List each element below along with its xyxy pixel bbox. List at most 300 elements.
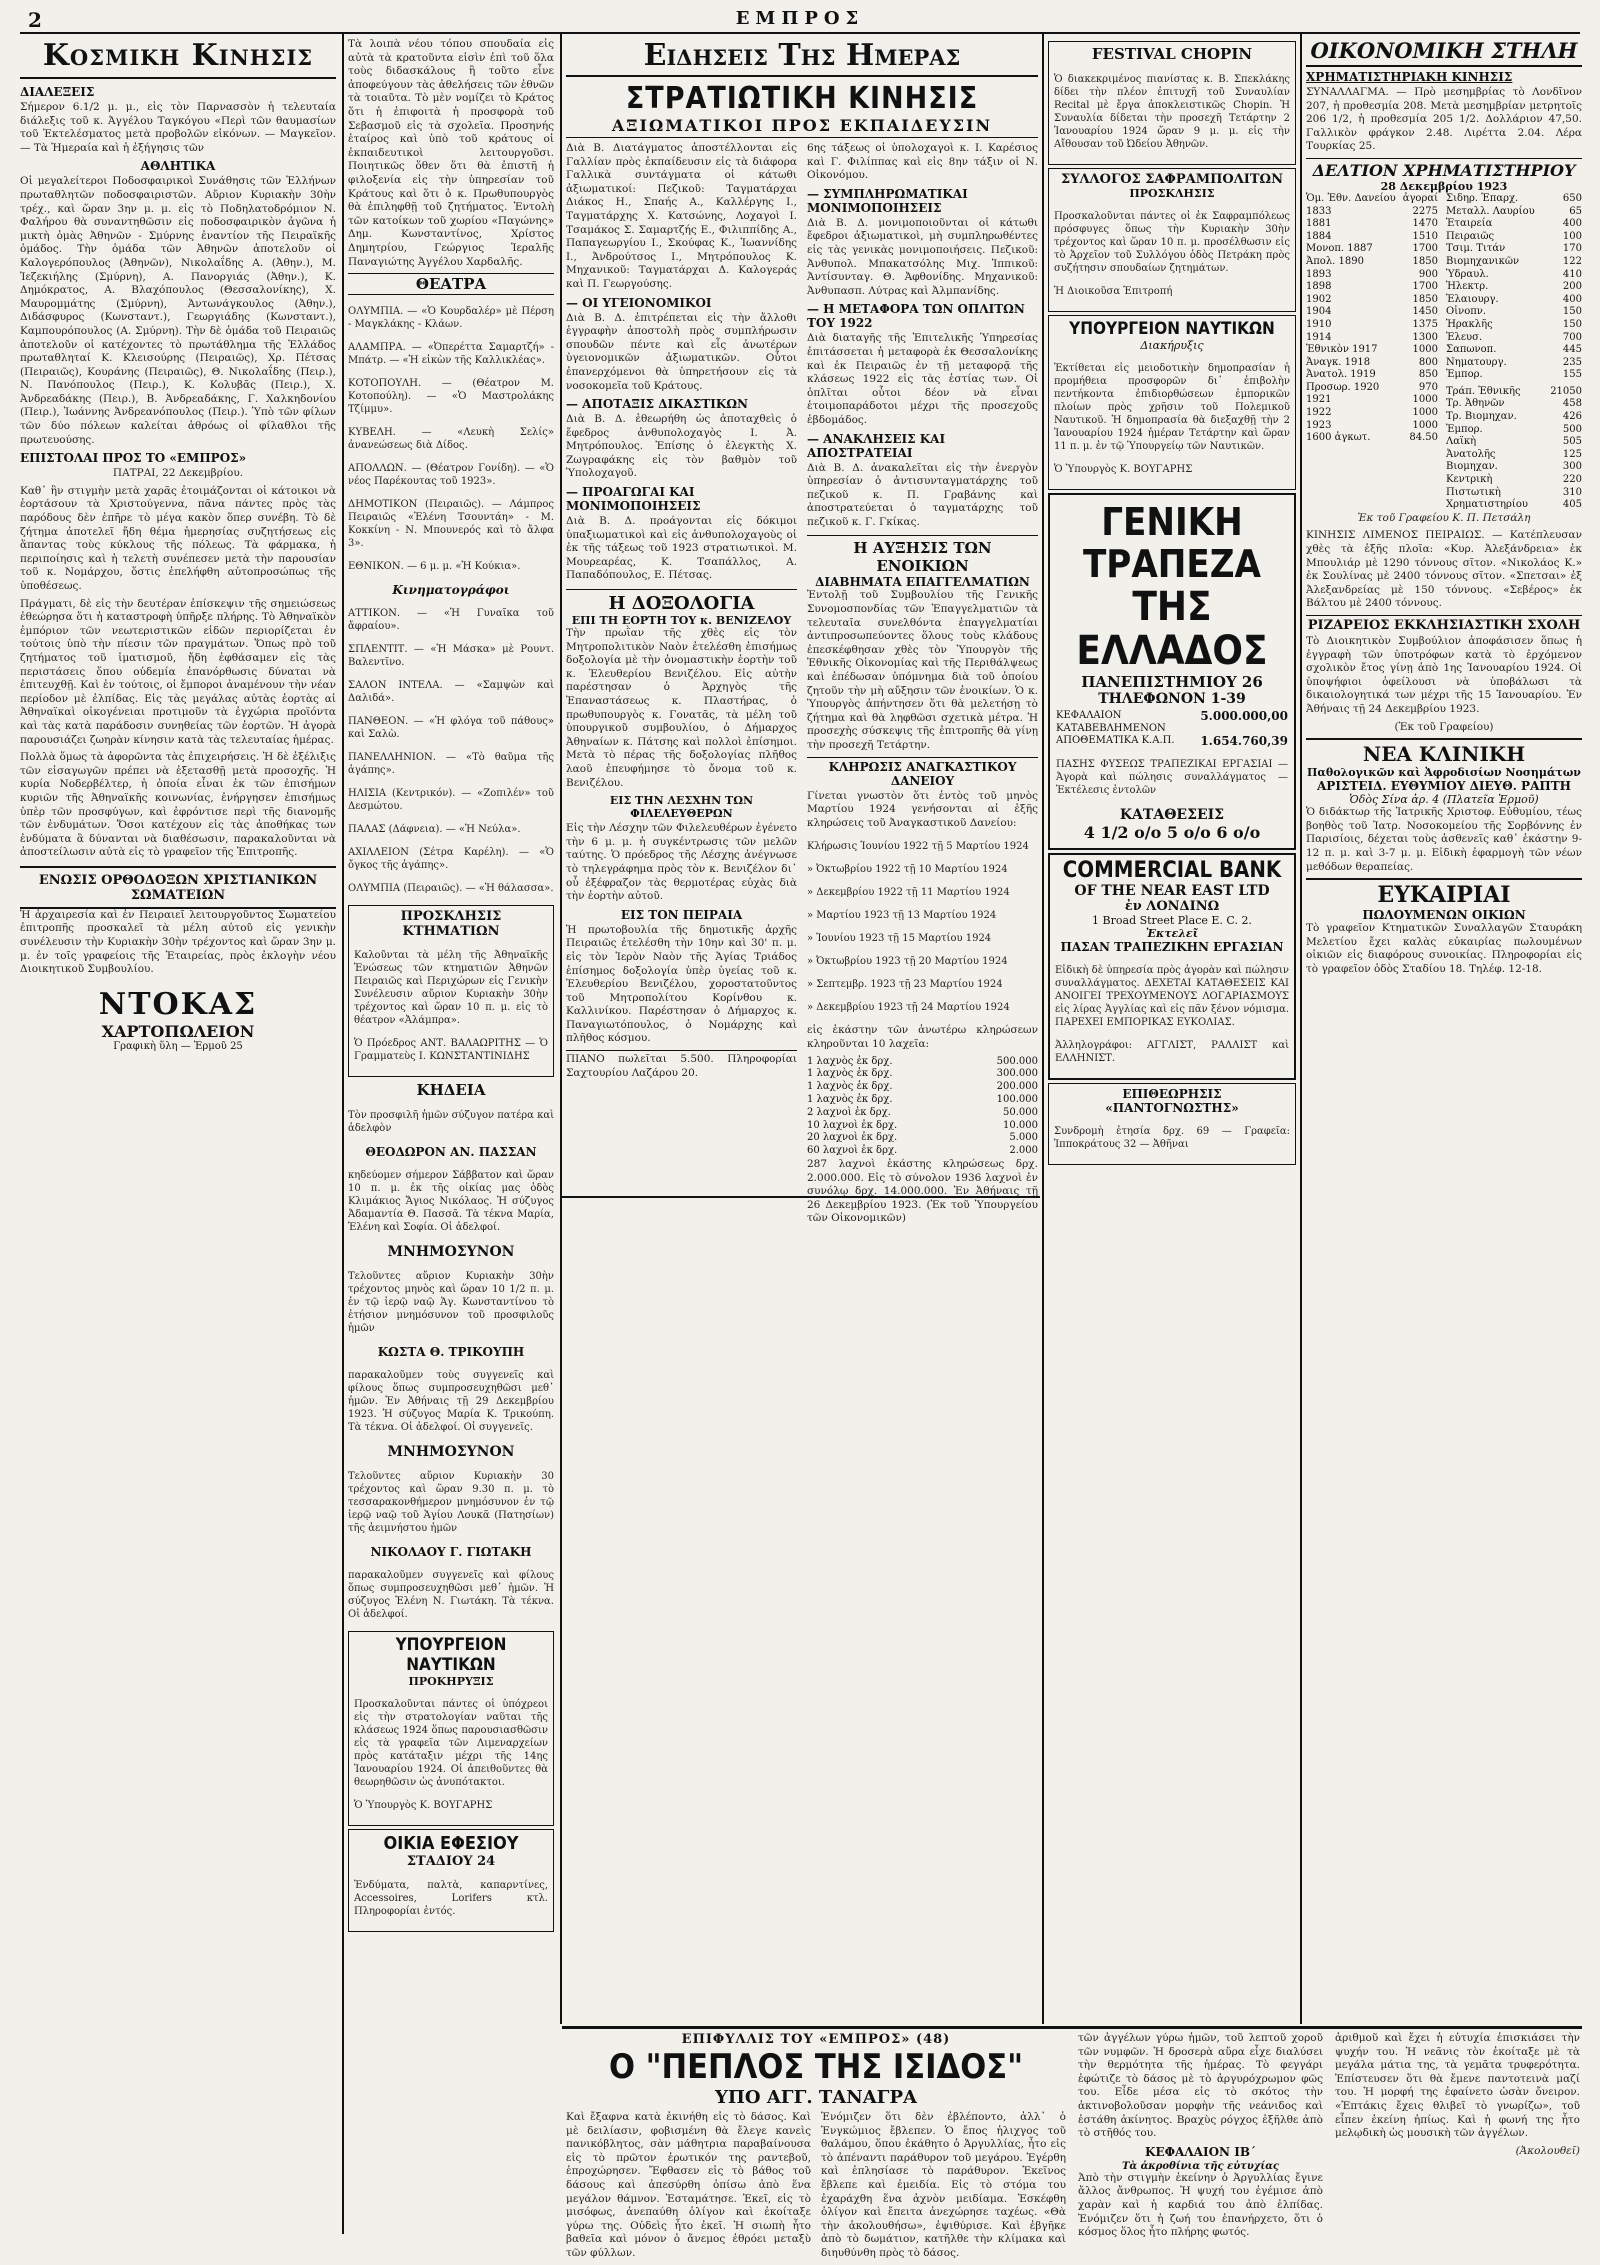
share-price-row-value: 100 <box>1562 230 1582 242</box>
share-price-row-label: Μεταλλ. Λαυρίου <box>1446 205 1535 217</box>
feuilleton-text-cols <box>566 2111 1066 2265</box>
bond-price-row-value: 1000 <box>1412 344 1438 356</box>
bank-share-row-value: 220 <box>1562 474 1582 486</box>
kideia-title: ΚΗΔΕΙΑ <box>416 1081 486 1100</box>
feuilleton-text-3: τῶν ἀγγέλων γύρω ἡμῶν, τοῦ λεπτοῦ χοροῦ τῶν νυμφῶν. Ἡ δροσερὰ αὔρα εἶχε διαλύσει τὴν θερμότητα τῆς ἡμέρας. Τὸ φεγγάρι ἐφώτιζε τὸ δάσος μὲ τὸ ἀργυρόχρωμον φῶς του. Εἶδε μέσα εἰς τὸ σκότος τὴν ἀκτινοβολοῦσαν μορφὴν τῆς νεάνιδος καὶ ἐστάθη ἀκίνητος. Βραχὺς ρόγχος ἐξῆλθε ἀπὸ τὸ στῆθός του. <box>1078 2032 1323 2140</box>
pantognostis-text: Συνδρομὴ ἐτησία δρχ. 69 — Γραφεῖα: Ἱπποκράτους 32 — Ἀθῆναι <box>1054 1125 1290 1150</box>
bank-share-row-label: Τράπ. Ἐθνικῆς <box>1446 385 1521 397</box>
bond-price-row <box>1306 231 1438 244</box>
bank-share-row-value: 300 <box>1562 461 1582 473</box>
fin-footer: Ἐκ τοῦ Γραφείου Κ. Π. Πετσάλη <box>1357 511 1531 524</box>
bond-price-row <box>1306 294 1438 307</box>
column-rule <box>1042 34 1044 2024</box>
symplir-label: — ΣΥΜΠΛΗΡΩΜΑΤΙΚΑΙ ΜΟΝΙΜΟΠΟΙΗΣΕΙΣ <box>807 186 968 215</box>
feuilleton-title: Ο "ΠΕΠΛΟΣ ΤΗΣ ΙΣΙΔΟΣ" <box>608 2047 1024 2087</box>
xrimat-label: ΧΡΗΜΑΤΙΣΤΗΡΙΑΚΗ ΚΙΝΗΣΙΣ <box>1306 70 1513 84</box>
bond-price-row-label: 1881 <box>1306 218 1332 230</box>
naftikon2-box <box>1048 315 1296 490</box>
lottery-date-row: » Ὀκτωβρίου 1923 τῇ 20 Μαρτίου 1924 <box>807 956 1008 968</box>
theatra-list <box>348 305 554 573</box>
bond-price-row-label: 1600 ἀγκωτ. <box>1306 432 1371 444</box>
cinema-listing: ΣΠΛΕΝΤΙΤ. — «Ἡ Μάσκα» μὲ Ρουντ. Βαλεντῖνο. <box>348 644 554 669</box>
naftikon-text: Προσκαλοῦνται πάντες οἱ ὑπόχρεοι εἰς τὴν στρατολογίαν ναῦται τῆς κλάσεως 1924 ὅπως παρουσιασθῶσιν εἰς τὰ γραφεῖα τῶν Λιμεναρχείων πρὸς κατάταξιν μέχρι τῆς 14ης Ἰανουαρίου 1924. Οἱ ἀπειθοῦντες θὰ θεωρηθῶσιν ὡς ἀνυπότακτοι. <box>354 1699 548 1789</box>
daneio-end: 287 λαχνοὶ ἑκάστης κληρώσεως δρχ. 2.000.000. Εἰς τὸ σύνολον 1936 λαχνοὶ ἐν συνόλῳ δρχ. 14.000.000. Ἐν Ἀθήναις τῇ 26 Δεκεμβρίου 1923. (Ἐκ τοῦ Ὑπουργείου τῶν Οἰκονομικῶν) <box>807 1157 1038 1225</box>
bond-price-row <box>1306 256 1438 269</box>
share-price-row <box>1446 369 1582 382</box>
paper-name: ΕΜΠΡΟΣ <box>735 8 865 29</box>
bank-box <box>1048 493 1296 850</box>
strat-text-2: 6ης τάξεως οἱ ὑπολοχαγοὶ κ. Ι. Καρέσιος καὶ Γ. Φιλίππας καὶ εἰς 8ην τάξιν οἱ Ν. Οἰκονόμου. <box>807 142 1038 182</box>
klinik-sub: Παθολογικῶν καὶ Ἀφροδισίων Νοσημάτων <box>1307 766 1581 780</box>
theatre-listing: ΚΥΒΕΛΗ. — «Λευκὴ Σελίς» ἀνανεώσεως διὰ Δίδος. <box>348 427 554 452</box>
bond-price-row-label: Ἀνατολ. 1919 <box>1306 369 1376 381</box>
bank-share-row-label: Τρ. Ἀθηνῶν <box>1446 398 1505 410</box>
bank-share-row <box>1446 487 1582 500</box>
kideia-text: Τὸν προσφιλῆ ἡμῶν σύζυγον πατέρα καὶ ἀδελφὸν <box>348 1110 555 1135</box>
doxologia-text: Τὴν πρωῒαν τῆς χθὲς εἰς τὸν Μητροπολιτικὸν Ναὸν ἐτελέσθη ἐπισήμως δοξολογία μὲ τὴν ὀνομαστικὴν ἑορτὴν τοῦ κ. Ἐλευθερίου Βενιζέλου. Εἰς αὐτὴν παρέστησαν ὁ Ἀρχηγὸς τῆς Ἐπαναστάσεως κ. Πλαστήρας, ὁ πρωθυπουργὸς κ. Γονατᾶς, τὰ μέλη τοῦ ὑπουργικοῦ συμβουλίου, ὁ Δήμαρχος Ἀθηναίων κ. Πάτσης καὶ πολλοὶ ἐπίσημοι. Μετὰ τὸ πέρας τῆς δοξολογίας πλῆθος λαοῦ ἐπευφήμησε τὸ ὄνομα τοῦ κ. Βενιζέλου. <box>566 627 797 789</box>
feuilleton-chapter-sub: Τὰ ἀκροθίνια τῆς εὐτυχίας <box>1121 2160 1280 2172</box>
bond-price-row-value: 84.50 <box>1409 432 1438 444</box>
bank-share-row-value: 310 <box>1562 486 1582 498</box>
bond-price-row-value: 2275 <box>1412 205 1438 217</box>
share-price-row <box>1446 243 1582 256</box>
bond-price-row <box>1306 369 1438 382</box>
feuilleton <box>566 2032 1582 2259</box>
lottery-prize-row <box>807 1145 1038 1158</box>
sxoli-sign: (Ἐκ τοῦ Γραφείου) <box>1394 720 1494 733</box>
safr-box <box>1048 168 1296 312</box>
efesiou-sub: ΣΤΑΔΙΟΥ 24 <box>406 1854 496 1870</box>
share-price-row-value: 235 <box>1562 356 1582 368</box>
provivasmoi-text: Διὰ Β. Δ. προάγονται εἰς δόκιμοι ὑπαξιωματικοὶ καὶ εἰς ἀνθυπολοχαγοὺς οἱ ἐκ τῆς τάξεως τοῦ 1923 στρατιωτικοὶ. Μ. Μουρεαρέας, Κ. Τσαπάλλος, Α. Παπαδόπουλος, Ε. Πέτσας. <box>566 515 797 582</box>
ktimation-sign: Ὁ Πρόεδρος ΑΝΤ. ΒΑΛΑΩΡΙΤΗΣ — Ὁ Γραμματεὺς Ι. ΚΩΝΣΤΑΝΤΙΝΙΔΗΣ <box>354 1038 548 1063</box>
ayxeseis-text: Ἐντολῇ τοῦ Συμβουλίου τῆς Γενικῆς Συνομοσπονδίας τῶν Ἐπαγγελματιῶν τὰ τελευταῖα συνελθόντα ἐπαγγελματίαι ἀντιπροσωπεύοντες ὅλους τοὺς κλάδους ἐπεσκέφθησαν χθὲς τὸν Ὑπουργὸν τῆς Ἐθνικῆς Οἰκονομίας καὶ τῆς Περιθάλψεως καὶ ἐπέδωσαν ὑπόμνημα διὰ τοῦ ὁποίου ζητοῦν τὴν μὴ αὔξησιν τῶν ἐνοικίων. Ὁ κ. Ὑπουργὸς ἀπήντησεν ὅτι θὰ μελετήσῃ τὸ ζήτημα καὶ θὰ ληφθῶσι σχετικὰ μέτρα. Ἡ προσεχὴς σύσκεψις τῆς ἐπιτροπῆς θὰ γίνῃ τὴν προσεχῆ Τετάρτην. <box>807 589 1038 751</box>
bank-share-row-label: Κεντρικὴ <box>1446 474 1493 486</box>
bank-share-row-label: Χρηματιστηρίου <box>1446 499 1528 511</box>
ntokas-ad-line: Γραφικὴ ὕλη — Ἐρμοῦ 25 <box>113 1040 243 1052</box>
bank-share-row <box>1446 386 1582 399</box>
share-price-row-value: 700 <box>1562 331 1582 343</box>
feuilleton-columns <box>566 2032 1582 2265</box>
bond-price-row-label: 1910 <box>1306 318 1332 330</box>
mnimosyno2-title: ΜΝΗΜΟΣΥΝΟΝ <box>387 1444 515 1461</box>
naftikon2-sign: Ὁ Ὑπουργὸς Κ. ΒΟΥΓΑΡΗΣ <box>1054 464 1193 475</box>
feuilleton-label: ΕΠΙΦΥΛΛΙΣ ΤΟΥ «ΕΜΠΡΟΣ» (48) <box>681 2032 951 2047</box>
ayxeseis-title: Η ΑΥΞΗΣΙΣ ΤΩΝ ΕΝΟΙΚΙΩΝ <box>853 539 992 576</box>
share-price-row-value: 150 <box>1562 306 1582 318</box>
share-price-row-value: 122 <box>1562 255 1582 267</box>
bank-share-row-label: Βιομηχαν. <box>1446 461 1498 473</box>
theatre-listing: ΑΠΟΛΛΩΝ. — (Θέατρον Γονίδη). — «Ὁ νέος Παρέκουτας τοῦ 1923». <box>348 463 554 488</box>
naftikon-sub: ΠΡΟΚΗΡΥΞΙΣ <box>408 1675 494 1689</box>
share-price-row <box>1446 206 1582 219</box>
fin-table-shares <box>1446 193 1582 382</box>
bond-price-row-label: 1893 <box>1306 268 1332 280</box>
strat-text-1: Διὰ Β. Διατάγματος ἀποστέλλονται εἰς Γαλλίαν πρὸς ἐκπαίδευσιν εἰς τὰ διάφορα Γαλλικὰ συντάγματα οἱ κάτωθι ἀξιωματικοί: Πεζικοῦ: Ταγματάρχαι Διάκος Η., Σπαής Α., Καλλέργης Ι., Ταγματάρχης Χ. Κατσώνης, Λοχαγοὶ Ι. Τσαμάκος Σ. Σαμαρτζής Ε., Φιλιππίδης Α., Παπαγεωργίου Ι., Σκούφας Κ., Ἰωαννίδης Ι., Ἀνδρούτσος Ι., Μητρόπουλος Κ. Μηχανικοῦ: Ταγματάρχαι Δ. Καλογεράς καὶ Π. Γεωργούσης. <box>566 142 797 290</box>
eukairiai-text: Τὸ γραφεῖον Κτηματικῶν Συναλλαγῶν Σταυράκη Μελετίου ἔχει καλὰς εὐκαιρίας πωλουμένων οἰκιῶν εἰς διαφόρους συνοικίας. Πληροφορίαι εἰς τὸ γραφεῖον ὁδὸς Σταδίου 18. Τηλέφ. 12-18. <box>1306 922 1582 975</box>
share-price-row-label: Ἡλεκτρ. <box>1446 281 1489 293</box>
bond-price-row <box>1306 281 1438 294</box>
share-price-row-label: Βιομηχανικῶν <box>1446 255 1520 267</box>
bond-price-row-label: Ἀπολ. 1890 <box>1306 255 1364 267</box>
klinik-addr: Ὁδὸς Σίνα ἀρ. 4 (Πλατεῖα Ἑρμοῦ) <box>1349 793 1539 807</box>
eukairiai-sub: ΠΩΛΟΥΜΕΝΩΝ ΟΙΚΙΩΝ <box>1362 908 1526 923</box>
news-left-column <box>566 142 797 1230</box>
column-1 <box>20 38 336 2238</box>
bank-addr: ΠΑΝΕΠΙΣΤΗΜΙΟΥ 26 <box>1081 673 1263 691</box>
lottery-prize-row-label: 1 λαχνὸς ἐκ δρχ. <box>807 1093 893 1105</box>
body-text-2: Πολλὰ ὅμως τὰ ἀφορῶντα τὰς ἐπιχειρήσεις. Ἡ δὲ ἐξέλιξις τῶν εἰσαγωγῶν πρέπει νὰ ἐξετασθῇ μετὰ προσοχῆς. Ἡ κυρία Νοδερβέλτερ, ἡ ὁποία εἶναι ἐκ τῶν ἐπισήμων κυριῶν τῆς Ἀθηναϊκῆς κοινωνίας, ἐνήργησεν ἐπισήμως ὑπὲρ τῶν προσφύγων, καὶ ἐφρόντισε περὶ τῆς διανομῆς τῶν ἐνδυμάτων. Ὅσοι κατέχουν εἰς τὰς ἀποθήκας των ἐνδύματα ἃ δύνανται νὰ διαθέσωσιν, παρακαλοῦνται νὰ ἀποστείλωσιν αὐτὰ εἰς τὸ γραφεῖον τῆς Ἐπιτροπῆς. <box>20 751 336 859</box>
kiniseis-text: ΚΙΝΗΣΙΣ ΛΙΜΕΝΟΣ ΠΕΙΡΑΙΩΣ. — Κατέπλευσαν χθὲς τὰ ἑξῆς πλοῖα: «Κυρ. Ἀλεξάνδρεια» ἐκ Μπουλιάρ μὲ 1290 τόννους σῖτον. «Νικολάος Κ.» ἐκ Σουλίνας μὲ 2400 τόννους σῖτον. «Σπετσαι» ἐξ Ἀλεξανδρείας μὲ 150 τόννους. «Σεβέρος» ἐκ Βάλτου μὲ 2400 τόννους. <box>1306 529 1582 610</box>
naftikon-sign: Ὁ Ὑπουργὸς Κ. ΒΟΥΓΑΡΗΣ <box>354 1800 493 1812</box>
theatre-listing: ΔΗΜΟΤΙΚΟΝ (Πειραιῶς). — Λάμπρος Πειραιῶς «Ἐλένη Τσουντάη» - Μ. Κοκκίνη - Ν. Μπουνερός καὶ τὸ ἄλφα 3». <box>348 499 554 550</box>
bond-price-row-label: Ὁμ. Ἐθν. Δανείου <box>1306 192 1396 204</box>
share-price-row-value: 410 <box>1562 268 1582 280</box>
feuilleton-mid <box>1078 2032 1323 2265</box>
athlitika-label: ΑΘΛΗΤΙΚΑ <box>140 159 216 174</box>
bank-share-row <box>1446 436 1582 449</box>
bank-reserve-row <box>1056 735 1288 748</box>
bond-price-row <box>1306 319 1438 332</box>
mnimosyno1-text: Τελοῦντες αὔριον Κυριακὴν 30ὴν τρέχοντος μηνὸς καὶ ὥραν 10 1/2 π. μ. ἐν τῷ ἱερῷ ναῷ Ἁγ. Κωνσταντίνου τὸ ἐτήσιον μνημόσυνον τοῦ προσφιλοῦς ἡμῶν <box>348 1271 554 1335</box>
letter-place: ΠΑΤΡΑΙ, 22 Δεκεμβρίου. <box>112 467 244 480</box>
share-price-row <box>1446 357 1582 370</box>
ygeion-label: — ΟΙ ΥΓΕΙΟΝΟΜΙΚΟΙ <box>566 295 712 310</box>
share-price-row-value: 400 <box>1562 293 1582 305</box>
chopin-title: FESTIVAL CHOPIN <box>1091 45 1253 63</box>
share-price-row <box>1446 193 1582 206</box>
bank-phone: ΤΗΛΕΦΩΝΟΝ 1-39 <box>1098 691 1246 707</box>
naftikon2-text: Ἐκτίθεται εἰς μειοδοτικὴν δημοπρασίαν ἡ προμήθεια προσφορῶν δι᾿ ἐπιβολὴν πεντήκοντα ἐπιδιορθώσεων ἐμπορικῶν πλοίων πρὸς χρῆσιν τοῦ Πολεμικοῦ Ναυτικοῦ. Ἡ δημοπρασία θὰ διεξαχθῇ τὴν 2 Ἰανουαρίου 1924 ἡμέραν Τετάρτην καὶ ὥραν 11 π. μ. ἐν τῷ Ὑπουργείῳ τῶν Ναυτικῶν. <box>1054 363 1290 452</box>
bond-price-row-label: 1923 <box>1306 419 1332 431</box>
mnimosyno2-name: ΝΙΚΟΛΑΟΥ Γ. ΓΙΩΤΑΚΗ <box>370 1545 532 1560</box>
klinik-name: ΑΡΙΣΤΕΙΔ. ΕΥΘΥΜΙΟΥ ΔΙΕΥΘ. ΡΑΠΤΗ <box>1317 779 1571 794</box>
bond-price-row <box>1306 382 1438 395</box>
efesiou-text: Ἐνδύματα, παλτὰ, καπαρντίνες, Accessoires, Lorifers κτλ. Πληροφορίαι ἐντός. <box>354 1880 548 1918</box>
xrimat-text: ΣΥΝΑΛΛΑΓΜΑ. — Πρὸ μεσημβρίας τὸ Λονδῖνον 207, ἡ προθεσμία 208. Μετὰ μεσημβρίαν μετρητοῖς 206 1/2, ἡ προθεσμία 205 1/2. Δολλάριον 47,50. Γαλλικὸν φράγκον 2.48. Λιρέττα 2.04. Λέρα Τουρκίας 25. <box>1306 86 1582 153</box>
lottery-prize-row <box>807 1081 1038 1094</box>
ntokas-ad-name: ΝΤΟΚΑΣ <box>98 986 258 1022</box>
peiraia-title: ΕΙΣ ΤΟΝ ΠΕΙΡΑΙΑ <box>620 907 743 922</box>
share-price-row-label: Ὑδραυλ. <box>1446 268 1489 280</box>
bank-share-row <box>1446 461 1582 474</box>
comm-city: ἐν ΛΟΝΔΙΝΩ <box>1124 898 1220 914</box>
ktimation-text: Καλοῦνται τὰ μέλη τῆς Ἀθηναϊκῆς Ἑνώσεως τῶν κτηματιῶν Ἀθηνῶν Πειραιῶς καὶ Περιχώρων εἰς Γενικὴν Συνέλευσιν αὔριον Κυριακὴν 30ὴν τρέχοντος καὶ ὥραν 10 π. μ. εἰς τὸ θέατρον «Ἀλάμπρα». <box>354 950 548 1027</box>
naftikon-box <box>348 1631 554 1826</box>
bond-price-row-label: Μονοπ. 1887 <box>1306 243 1373 255</box>
bond-price-row <box>1306 394 1438 407</box>
lottery-prize-row-value: 5.000 <box>1009 1132 1038 1144</box>
cinema-listing: ΠΑΝΕΛΛΗΝΙΟΝ. — «Τὸ θαῦμα τῆς ἀγάπης». <box>348 752 554 777</box>
lottery-prize-row-value: 200.000 <box>996 1081 1038 1093</box>
share-price-row-value: 400 <box>1562 218 1582 230</box>
doxologia-sub: ΕΠΙ ΤΗ ΕΟΡΤΗ ΤΟΥ κ. ΒΕΝΙΖΕΛΟΥ <box>571 614 792 628</box>
bond-price-row <box>1306 357 1438 370</box>
sxoli-title: ΡΙΖΑΡΕΙΟΣ ΕΚΚΛΗΣΙΑΣΤΙΚΗ ΣΧΟΛΗ <box>1306 615 1582 633</box>
share-price-row-label: Ἐμπορ. <box>1446 369 1483 381</box>
share-price-row-value: 170 <box>1562 243 1582 255</box>
lottery-date-row: » Μαρτίου 1923 τῇ 13 Μαρτίου 1924 <box>807 910 997 922</box>
bond-price-row <box>1306 407 1438 420</box>
lottery-date-row: » Δεκεμβρίου 1923 τῇ 24 Μαρτίου 1924 <box>807 1002 1010 1014</box>
mnimosyno2-text: Τελοῦντες αὔριον Κυριακὴν 30 τρέχοντος καὶ ὥραν 9.30 π. μ. τὸ τεσσαρακονθήμερον μνημόσυνον ἐν τῷ ἱερῷ ναῷ τοῦ Ἁγίου Λουκᾶ (Πατησίων) τῆς ἀειμνήστου ἡμῶν <box>348 1471 554 1535</box>
lesxi-title: ΕΙΣ ΤΗΝ ΛΕΣΧΗΝ ΤΩΝ ΦΙΛΕΛΕΥΘΕΡΩΝ <box>609 794 754 821</box>
section-title-cosmic: Κοσμικη Κινησις <box>20 38 336 79</box>
bond-price-row <box>1306 218 1438 231</box>
bank-share-row <box>1446 424 1582 437</box>
efesiou-title: ΟΙΚΙΑ ΕΦΕΣΙΟΥ <box>383 1833 519 1855</box>
feuilleton-right <box>1335 2032 1580 2265</box>
mnimosyno1-text2: παρακαλοῦμεν τοὺς συγγενεῖς καὶ φίλους ὅπως συμπροσευχηθῶσι μεθ᾿ ἡμῶν. Ἐν Ἀθήναις τῇ 29 Δεκεμβρίου 1923. Ἡ σύζυγος Μαρία Κ. Τρικούπη. Τὰ τέκνα. Οἱ ἀδελφοί. Οἱ συγγενεῖς. <box>348 1370 554 1434</box>
lottery-prize-row-label: 20 λαχνοὶ ἐκ δρχ. <box>807 1132 898 1144</box>
lottery-prize-row <box>807 1132 1038 1145</box>
bond-price-row-label: 1922 <box>1306 407 1332 419</box>
feuilleton-author: ΥΠΟ ΑΓΓ. ΤΑΝΑΓΡΑ <box>715 2087 917 2108</box>
lottery-date-row: » Δεκεμβρίου 1922 τῇ 11 Μαρτίου 1924 <box>807 887 1010 899</box>
comm-label: Ἐκτελεῖ <box>1145 926 1199 940</box>
bond-price-row-value: 970 <box>1418 381 1438 393</box>
bank-share-row <box>1446 411 1582 424</box>
share-price-row-label: Νηματουργ. <box>1446 356 1507 368</box>
dialexeis-text: Σήμερον 6.1/2 μ. μ., εἰς τὸν Παρνασσὸν ἡ τελευταία διάλεξις τοῦ κ. Ἀγγέλου Ταγκόγου «Περὶ τῶν θαυμασίων τοῦ Ἐκτελέσματος μετὰ προβολῶν εἰκόνων. — Μαγκεῖον. — Τὰ Ἡμεραία καὶ ἡ ἐξήγησις τῶν <box>20 101 336 154</box>
sxoli-text: Τὸ Διοικητικὸν Συμβούλιον ἀποφάσισεν ὅπως ἡ ἐγγραφὴ τῶν ὑποτρόφων κατὰ τὸ ἐρχόμενον σχολικὸν ἔτος γίνῃ ἀπὸ 1ης Ἰανουαρίου 1924. Οἱ ὑποψήφιοι ὀφείλουσι νὰ ὑποβάλωσι τὰ δικαιολογητικά των μέχρι τῆς 15 Ἰανουαρίου. Ἐν Ἀθήναις τῇ 24 Δεκεμβρίου 1923. <box>1306 634 1582 715</box>
cinema-listing: ΟΛΥΜΠΙΑ (Πειραιῶς). — «Ἡ θάλασσα». <box>348 883 554 895</box>
column-rule <box>1300 34 1302 2024</box>
news-section <box>566 38 1038 2028</box>
bond-price-row-value: 1510 <box>1412 230 1438 242</box>
naftikon2-title: ΥΠΟΥΡΓΕΙΟΝ ΝΑΥΤΙΚΩΝ <box>1069 319 1275 339</box>
lesxi-text: Εἰς τὴν Λέσχην τῶν Φιλελευθέρων ἐγένετο τὴν 6 μ. μ. ἡ συγκέντρωσις τῶν μελῶν ταύτης. Ὁ πρόεδρος τῆς Λέσχης ἀνέγνωσε τὸ τηλεγράφημα πρὸς τὸν κ. Βενιζέλον δι᾿ οὗ ἐξέφραζον τὰς θερμοτέρας εὐχὰς διὰ τὴν ἑορτὴν αὐτοῦ. <box>566 822 797 903</box>
fin-right-tables <box>1446 193 1582 512</box>
bond-price-row <box>1306 206 1438 219</box>
lottery-prize-row <box>807 1094 1038 1107</box>
theatre-listing: ΑΛΑΜΠΡΑ. — «Ὀπερέττα Σαμαρτζή» - Μπάτρ. — «Ἡ εἰκὼν τῆς Καλλικλέας». <box>348 342 554 367</box>
bond-price-row-value: ἀγοραί <box>1402 192 1438 204</box>
share-price-row <box>1446 306 1582 319</box>
kideia-text2: κηδεύομεν σήμερον Σάββατον καὶ ὥραν 10 π. μ. ἐκ τῆς οἰκίας μας ὁδὸς Κλιμάκιος Ἄγιος Νικόλαος. Ἡ σύζυγος Ἀδαμαντία Θ. Πασσᾶ. Τὰ τέκνα Μαρία, Ἑλένη καὶ Σοφία. Οἱ ἀδελφοί. <box>348 1170 554 1234</box>
bank-share-row-label: Τρ. Βιομηχαν. <box>1446 411 1517 423</box>
lottery-date-row: » Ἰουνίου 1923 τῇ 15 Μαρτίου 1924 <box>807 933 992 945</box>
bank-title-2: ΤΗΣ ΕΛΛΑΔΟΣ <box>1076 584 1268 674</box>
lottery-prize-row-label: 1 λαχνὸς ἐκ δρχ. <box>807 1081 893 1093</box>
theatre-listing: ΟΛΥΜΠΙΑ. — «Ὁ Κουρδαλέρ» μὲ Πέρση - Μαγκλάκης - Κλάων. <box>348 306 554 331</box>
bank-share-row <box>1446 499 1582 512</box>
bond-price-row-value: 1470 <box>1412 218 1438 230</box>
share-price-row-label: Ἐλαιουργ. <box>1446 293 1499 305</box>
cinema-list <box>348 607 554 895</box>
lottery-date-row: » Σεπτεμβρ. 1923 τῇ 23 Μαρτίου 1924 <box>807 979 1003 991</box>
news-section-title: Ειδησεις Της Ημερας <box>566 38 1038 77</box>
theatre-listing: ΕΘΝΙΚΟΝ. — 6 μ. μ. «Ἡ Κούκια». <box>348 561 521 573</box>
bond-price-row-label: 1904 <box>1306 306 1332 318</box>
apotaxeis-label: — ΑΠΟΤΑΞΙΣ ΔΙΚΑΣΤΙΚΩΝ <box>566 397 749 412</box>
bond-price-row <box>1306 344 1438 357</box>
page-number: 2 <box>28 8 42 32</box>
bank-share-row <box>1446 474 1582 487</box>
theatre-listing: ΚΟΤΟΠΟΥΛΗ. — (Θέατρον Μ. Κοτοπούλη). — «Ὁ Μαστρολάκης Τζίμμυ». <box>348 378 554 416</box>
bank-capital: 5.000.000,00 <box>1200 709 1288 723</box>
cinema-title: Κινηματογράφοι <box>392 583 510 598</box>
comm-addr: 1 Broad Street Place E. C. 2. <box>1092 913 1252 927</box>
pantognostis-box <box>1048 1083 1296 1165</box>
bank-title-1: ΓΕΝΙΚΗ ΤΡΑΠΕΖΑ <box>1082 500 1262 586</box>
bond-price-row-label: Προσωρ. 1920 <box>1306 381 1380 393</box>
lottery-prize-row <box>807 1120 1038 1133</box>
column-4 <box>1048 38 1296 2028</box>
share-price-row-label: Τσιμ. Τιτάν <box>1446 243 1506 255</box>
athlitika-text: Οἱ μεγαλείτεροι Ποδοσφαιρικοὶ Συνάθησις τῶν Ἑλλήνων πρωταθλητῶν ποδοσφαιριστῶν. Αὔριον Κυριακὴν 30ὴν τρέχ., καὶ ὥραν 3ην μ. μ. εἰς τὸ Ποδηλατοδρόμιον Ν. Φαλήρου θὰ συναντηθῶσιν εἰς ποδοσφαιρικὸν ἀγῶνα ἡ μικτὴ ὁμὰς Ἀθηνῶν - Σμύρνης ἐναντίον τῆς Πειραϊκῆς ὁμάδος. Τὴν ὁμάδα τῶν Ἀθηνῶν ἀποτελοῦν οἱ Καλογερόπουλος (Ἀθηνῶν), Νικολαΐδης Α. (Ἀθην.), Μ. Ἰεζεκιήλης (Σμύρνη), Α. Πανοργιάς (Ἀθην.), Κ. Δημόκρατος, Α. Βλαχόπουλος (Θεσσαλονίκης), Χ. Μαυρομμάτης (Σμύρνη), Ἀντωνάγκουλος (Ἀθην.), Διδάσφυρος (Κωνσταντ.), Γεωργιάδης (Κωνσταντ.), Καμπουρόπουλος (Α. Σμύρνη). Τὴν δὲ ὁμάδα τοῦ Πειραιῶς ἀποτελοῦν οἱ κατέχοντες τὸ πρωτάθλημα τῆς Ἑλλάδος πρωταθληταί Κ. Κλεισούρης (Πειραιῶς), Χρ. Πέτσας (Πειραιῶς), Κουράνης (Πειραιῶς), Θ. Νικολαΐδης (Πειρ.), Ν. Πανόπουλος (Πειρ.), Κ. Κολυβᾶς (Πειρ.), Χ. Ἀνδρεαδάκης (Πειρ.), Β. Ἀνδρεαδάκης, Γ. Χαλκηδονίου (Πειρ.), Ἰωάννης Ἀνδρεανόπουλος (Πειρ.). Ὑπὸ τῶν φίλων τῶν δύο πόλεων καλείται ἀθρόως οἱ φίλαθλοι τῆς πρωτευούσης. <box>20 175 336 446</box>
daneio-mid: εἰς ἑκάστην τῶν ἀνωτέρω κληρώσεων κληροῦνται 10 λαχεῖα: <box>807 1024 1038 1050</box>
bank-deposit-label: ΚΑΤΑΘΕΣΕΙΣ <box>1119 806 1225 823</box>
share-price-row <box>1446 256 1582 269</box>
ktimation-title: ΠΡΟΣΚΛΗΣΙΣ ΚΤΗΜΑΤΙΩΝ <box>400 909 502 940</box>
bond-price-row <box>1306 332 1438 345</box>
share-price-row <box>1446 332 1582 345</box>
lottery-prize-row <box>807 1068 1038 1081</box>
masthead <box>20 6 1580 34</box>
bank-reserve: 1.654.760,39 <box>1200 734 1288 749</box>
deltion-date: 28 Δεκεμβρίου 1923 <box>1380 179 1508 193</box>
bank-reserve-label: ΑΠΟΘΕΜΑΤΙΚΑ Κ.Α.Π. <box>1056 735 1175 747</box>
share-price-row-label: Σιδηρ. Ἐπαρχ. <box>1446 192 1519 204</box>
kideia-name: ΘΕΟΔΩΡΟΝ ΑΝ. ΠΑΣΣΑΝ <box>365 1145 537 1160</box>
lottery-rows <box>807 1056 1038 1158</box>
mnimosyno1-name: ΚΩΣΤΑ Θ. ΤΡΙΚΟΥΠΗ <box>377 1345 525 1360</box>
safr-text: Προσκαλοῦνται πάντες οἱ ἐκ Σαφραμπόλεως πρόσφυγες ὅπως τὴν Κυριακὴν 30ὴν τρέχοντος καὶ ὥραν 10 π. μ. προσέλθωσιν εἰς τὸ Ἀρχεῖον τοῦ Συλλόγου ὁδὸς Πετράκη πρὸς συζήτησιν σπουδαίων ζητημάτων. <box>1054 211 1290 274</box>
strat-sub: ΑΞΙΩΜΑΤΙΚΟΙ ΠΡΟΣ ΕΚΠΑΙΔΕΥΣΙΝ <box>566 116 1038 138</box>
lottery-prize-row-label: 10 λαχνοὶ ἐκ δρχ. <box>807 1119 898 1131</box>
bond-price-row <box>1306 269 1438 282</box>
feuilleton-text-1: Καὶ ἔξαφνα κατὰ ἐκινήθη εἰς τὸ δάσος. Καὶ μὲ δειλίασιν, φοβισμένη θὰ ἔλεγε κανεὶς πανικόβλητος, σὰν μάθητρια παραβαίνουσα εἰς τὸ πρῶτον ἐρωτικόν της ραντεβοῦ, ἐπροχώρησεν. Ἔφθασεν εἰς τὸ βάθος τοῦ δάσους καὶ ἀπεσύρθη ὀπίσω ἀπὸ ἕνα μεγάλον θάμνον. Ἐσταμάτησε. Ἐκεῖ, εἰς τὸ μισόφως, ἀνεπαύθη ὀλίγον καὶ ἐκοίταξε γύρω της. Οὐδεὶς ἦτο ἐκεῖ. Ἡ σιωπὴ ἦτο βαθεῖα καὶ μόνον ὁ ἄνεμος ἐθρόει μεταξὺ τῶν φύλλων. <box>566 2111 811 2259</box>
metafora-label: — Η ΜΕΤΑΦΟΡΑ ΤΩΝ ΟΠΛΙΤΩΝ ΤΟΥ 1922 <box>807 302 1025 331</box>
bond-price-row-label: Ἀναγκ. 1918 <box>1306 356 1371 368</box>
share-price-row-label: Ἐλευσ. <box>1446 331 1483 343</box>
bank-share-row <box>1446 449 1582 462</box>
bond-price-row-label: 1898 <box>1306 281 1332 293</box>
bond-price-row-value: 1850 <box>1412 255 1438 267</box>
bank-share-row-value: 426 <box>1562 411 1582 423</box>
bond-price-row <box>1306 432 1438 445</box>
bank-capital-label: ΚΕΦΑΛΑΙΟΝ ΚΑΤΑΒΕΒΛΗΜΕΝΟΝ <box>1056 710 1166 734</box>
feuilleton-chapter: ΚΕΦΑΛΑΙΟΝ ΙΒ΄ <box>1145 2144 1256 2159</box>
metafora-text: Διὰ διαταγῆς τῆς Ἐπιτελικῆς Ὑπηρεσίας ἐπιτάσσεται ἡ μεταφορὰ ἐκ Θεσσαλονίκης καὶ ἐκ Πειραιῶς ἐν τῇ μεταφορᾷ τῆς κλάσεως 1922 εἰς τὰς ἑστίας των. Οἱ ὁπλῖται οὗτοι δέον νὰ εἶναι ἑτοιμοπαράδοτοι μέχρι τῆς προσεχοῦς ἑβδομάδος. <box>807 332 1038 426</box>
fin-table-bonds <box>1306 193 1438 512</box>
comm-services: ΠΑΣΑΝ ΤΡΑΠΕΖΙΚΗΝ ΕΡΓΑΣΙΑΝ <box>1060 939 1284 954</box>
daneio-rows <box>807 840 1038 1014</box>
lottery-prize-row-label: 2 λαχνοὶ ἐκ δρχ. <box>807 1106 891 1118</box>
bond-price-row-value: 1000 <box>1412 407 1438 419</box>
daneio-title: ΚΛΗΡΩΣΙΣ ΑΝΑΓΚΑΣΤΙΚΟΥ ΔΑΝΕΙΟΥ <box>807 757 1038 788</box>
safr-sub: ΠΡΟΣΚΛΗΣΙΣ <box>1129 187 1215 200</box>
bond-price-row <box>1306 193 1438 206</box>
share-price-row <box>1446 319 1582 332</box>
dialexeis-label: ΔΙΑΛΕΞΕΙΣ <box>20 85 95 99</box>
bond-price-row-value: 800 <box>1418 356 1438 368</box>
cinema-listing: ΗΛΙΣΙΑ (Κεντρικόν). — «Ζοπιλέν» τοῦ Δεσμώτου. <box>348 788 554 813</box>
peiraia-text: Ἡ πρωτοβουλία τῆς δημοτικῆς ἀρχῆς Πειραιῶς ἐτελέσθη τὴν 10ην καὶ 30' π. μ. εἰς τὸν Ἱερὸν Ναὸν τῆς Ἁγίας Τριάδος ἐπίσημος δοξολογία ὑπὲρ ὑγείας τοῦ κ. Ἐλευθερίου Βενιζέλου, χοροστατοῦντος τοῦ Μητροπολίτου Κορίνθου κ. Καλλινίκου. Παρέστησαν ὁ Δήμαρχος κ. Παναγιωτόπουλος, ὁ Νομάρχης καὶ πλῆθος κόσμου. <box>566 923 797 1045</box>
bond-price-row <box>1306 420 1438 433</box>
lottery-prize-row <box>807 1107 1038 1120</box>
bank-capital-row <box>1056 710 1288 735</box>
cinema-listing: ΑΧΙΛΛΕΙΟΝ (Σέτρα Καρέλη). — «Ὁ ὄγκος τῆς ἀγάπης». <box>348 847 554 872</box>
finance-title: ΟΙΚΟΝΟΜΙΚΗ ΣΤΗΛΗ <box>1306 38 1582 67</box>
deltion-title: ΔΕΛΤΙΟΝ ΧΡΗΜΑΤΙΣΤΗΡΙΟΥ <box>1306 158 1582 180</box>
share-price-row-value: 650 <box>1562 192 1582 204</box>
lottery-date-row: Κλήρωσις Ἰουνίου 1922 τῇ 5 Μαρτίου 1924 <box>807 841 1029 853</box>
bank-share-row-value: 505 <box>1562 436 1582 448</box>
ayxeseis-box <box>807 535 1038 589</box>
enosis-box <box>20 866 336 909</box>
lottery-prize-row-label: 1 λαχνὸς ἐκ δρχ. <box>807 1055 893 1067</box>
share-price-row-label: Πειραιῶς <box>1446 230 1495 242</box>
bond-price-row-value: 1000 <box>1412 419 1438 431</box>
share-price-row-value: 155 <box>1562 369 1582 381</box>
pantognostis-title: ΕΠΙΘΕΩΡΗΣΙΣ «ΠΑΝΤΟΓΝΩΣΤΗΣ» <box>1105 1086 1239 1115</box>
lottery-prize-row-label: 1 λαχνὸς ἐκ δρχ. <box>807 1068 893 1080</box>
safr-title: ΣΥΛΛΟΓΟΣ ΣΑΦΡΑΜΠΟΛΙΤΩΝ <box>1061 172 1283 187</box>
bond-price-row-value: 1300 <box>1412 331 1438 343</box>
bond-price-row <box>1306 306 1438 319</box>
fin-table-banks <box>1446 386 1582 512</box>
safr-sign: Ἡ Διοικοῦσα Ἐπιτροπή <box>1054 286 1173 297</box>
eukairiai-title: ΕΥΚΑΙΡΙΑΙ <box>1306 878 1582 908</box>
share-price-row <box>1446 344 1582 357</box>
lottery-prize-row-value: 2.000 <box>1009 1145 1038 1157</box>
column-rule <box>560 34 562 2024</box>
cinema-listing: ΠΑΛΑΣ (Δάφνεια). — «Ἡ Νεύλα». <box>348 824 521 836</box>
comm-box <box>1048 853 1296 1080</box>
bank-share-row-value: 21050 <box>1550 385 1582 397</box>
ktimation-box <box>348 905 554 1077</box>
share-price-row-label: Σαπωνοπ. <box>1446 344 1497 356</box>
symplir-text: Διὰ Β. Δ. μονιμοποιοῦνται οἱ κάτωθι ἔφεδροι ἀξιωματικοὶ, μὴ συμπληρωθέντες εἰς τὰς γενικὰς μονιμοποιήσεις. Πεζικοῦ: Ἀνθυπολ. Μπακατσόλης Μιχ. Ἱππικοῦ: Ἀντίσυνταγ. Θ. Ἀφθονίδης. Μηχανικοῦ: Ἀνθυπασπ. Λύτρας καὶ Ἀλμπανίδης. <box>807 216 1038 297</box>
share-price-row-value: 150 <box>1562 318 1582 330</box>
strat-title: ΣΤΡΑΤΙΩΤΙΚΗ ΚΙΝΗΣΙΣ <box>625 81 979 116</box>
share-price-row-label: Ἡρακλῆς <box>1446 318 1493 330</box>
mnimosyno1-title: ΜΝΗΜΟΣΥΝΟΝ <box>387 1244 515 1261</box>
doxologia-box <box>566 589 797 627</box>
lottery-prize-row-value: 500.000 <box>996 1055 1038 1067</box>
klinik-title: ΝΕΑ ΚΛΙΝΙΚΗ <box>1306 738 1582 766</box>
cinema-listing: ΠΑΝΘΕΟΝ. — «Ἡ φλόγα τοῦ πάθους» καὶ Σαλὼ. <box>348 716 554 741</box>
bank-share-row-value: 458 <box>1562 398 1582 410</box>
lottery-prize-row-label: 60 λαχνοὶ ἐκ δρχ. <box>807 1145 898 1157</box>
bank-share-row-label: Λαϊκὴ <box>1446 436 1477 448</box>
share-price-row-value: 200 <box>1562 281 1582 293</box>
letter-label: ΕΠΙΣΤΟΛΑΙ ΠΡΟΣ ΤΟ «ΕΜΠΡΟΣ» <box>20 451 247 466</box>
news-two-columns <box>566 142 1038 1230</box>
lottery-prize-row-value: 100.000 <box>996 1093 1038 1105</box>
bank-share-row-value: 125 <box>1562 448 1582 460</box>
body-text-1: Πράγματι, δὲ εἰς τὴν δευτέραν ἐπίσκεψιν τῆς σημειώσεως ἐθεώρησα ὅτι ἡ καταστροφὴ ὑπῆρξε πλήρης. Τὸ Ἀθηναϊκὸν ἐμπόριον τῶν νεωτεριστικῶν εἰδῶν περιορίζεται ἐν τούτοις ὑπὸ τὴν πίεσιν τῶν πραγμάτων. Ὅπως πρὸ τοῦ ζητήματος τοῦ ἱματισμοῦ, ἤδη ἐφθάσαμεν εἰς τὰς περιστάσεις ὅπου οὐδεμία ἐπανόρθωσις δύναται νὰ ἐπιτευχθῇ. Καὶ ἐν τούτοις, οἱ ἔμποροι ἀναμένουν τὴν νέαν περίοδον μὲ ἐλπίδας. Εἰς τὰς μεγάλας αὐτὰς ἑορτὰς αἱ Ἀθηναϊκαὶ οἰκογένειαι προτιμοῦν τὰ ἐγχώρια προϊόντα καὶ τὰς κατὰ παράδοσιν συνηθείας τῶν ἑορτῶν. Ἡ ἀγορὰ παρουσιάζει ζωηρὰν κίνησιν κατὰ τὰς τελευταίας ἡμέρας. <box>20 597 336 746</box>
news-right-column <box>807 142 1038 1230</box>
feuilleton-text-4: Ἀπὸ τὴν στιγμὴν ἐκείνην ὁ Ἀργυλλίας ἔγινε ἄλλος ἄνθρωπος. Ἡ ψυχή του ἐγέμισε ἀπὸ χαρὰν καὶ ἡ καρδιά του ἀπὸ ἐλπίδας. Ἐνόμιζεν ὅτι ἡ ζωή του ἐπανήρχετο, ὅτι ὁ κόσμος ὅλος ἦτο πλήρης φωτός. <box>1078 2171 1323 2239</box>
bond-price-row-label: 1902 <box>1306 293 1332 305</box>
bond-price-row-value: 1850 <box>1412 293 1438 305</box>
bank-share-row <box>1446 398 1582 411</box>
bond-price-row-value: 1700 <box>1412 243 1438 255</box>
enosis-title: ΕΝΩΣΙΣ ΟΡΘΟΔΟΞΩΝ ΧΡΙΣΤΙΑΝΙΚΩΝ ΣΩΜΑΤΕΙΩΝ <box>38 872 318 903</box>
share-price-row-value: 445 <box>1562 344 1582 356</box>
bond-price-row-value: 1700 <box>1412 281 1438 293</box>
bond-price-row-label: 1833 <box>1306 205 1332 217</box>
bank-share-row-value: 500 <box>1562 423 1582 435</box>
comm-title: COMMERCIAL BANK <box>1062 857 1282 883</box>
chopin-box <box>1048 41 1296 165</box>
bank-share-row-label: Ἐμπορ. <box>1446 423 1483 435</box>
bank-share-row-label: Ἀνατολῆς <box>1446 448 1496 460</box>
feuilleton-left <box>566 2032 1066 2265</box>
